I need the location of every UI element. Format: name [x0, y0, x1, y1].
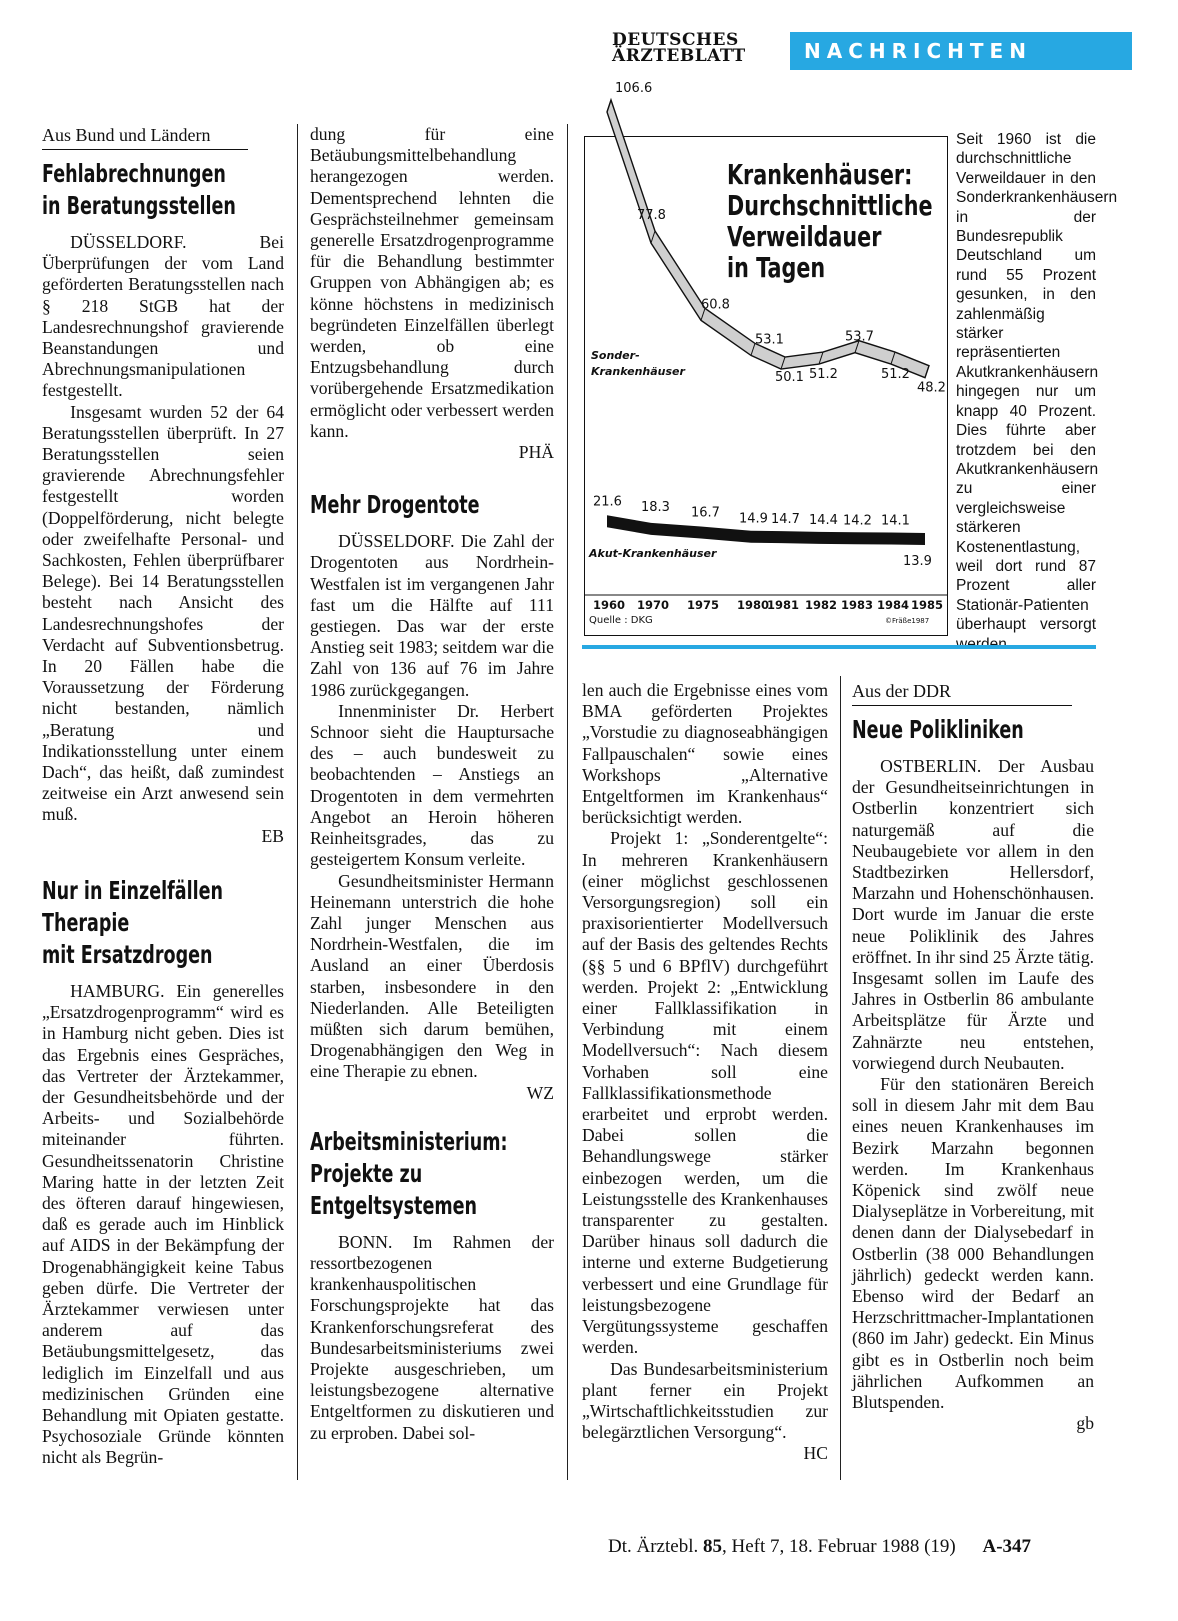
page-number: A-347: [982, 1536, 1032, 1557]
paragraph: Projekt 1: „Sonderentgelte“: In mehreren Krankenhäusern (einer möglichst geschlossenen Versorgungsregion) soll ein praxisorientierter Modellversuch auf der Basis des geltendes Rechts (§§ 5 und 6 BPflV) durchgeführt werden. Projekt 2: „Entwicklung einer Fallklassifikation in Verbindung mit einem Modellversuch“: Nach diesem Vorhaben soll eine Fallklassifikationsmethode erarbeitet und erprobt werden. Dabei sollen die Behandlungswege stärker einbezogen werden, um die Leistungsstelle des Krankenhauses transparenter zu gestalten. Darüber hinaus soll dadurch die interne und externe Budgetierung verbessert und eine Grundlage für leistungsbezogene Vergütungssysteme geschaffen werden.: [582, 828, 828, 1358]
headline-fehlabrechnungen: Fehlabrechnungen in Beratungsstellen: [42, 159, 236, 220]
akut-data-label: 21.6: [593, 494, 622, 510]
column-divider: [297, 124, 298, 1480]
headline-einzelfaellen: Nur in Einzelfällen Therapie mit Ersatzdrogen: [42, 875, 224, 969]
paragraph: Gesundheitsminister Hermann Heinemann unterstrich die hohe Zahl junger Menschen aus Nordrhein-Westfalen, die im Ausland an einer Überdosis starben, insbesondere in den Niederlanden. Alle Beteiligten müßten sich darum bemühen, Drogenabhängigen den Weg in eine Therapie zu ebnen.: [310, 870, 554, 1082]
sonder-data-label: 77.8: [637, 208, 666, 224]
akut-data-label: 14.2: [843, 513, 872, 529]
column-1: [42, 124, 284, 1469]
x-tick-label: 1982: [805, 598, 838, 612]
paragraph: Innenminister Dr. Herbert Schnoor sieht die Hauptursache des – auch bundesweit zu beobachtenden – Anstiegs an Drogentoten in dem vermehrten Angebot an Heroin höheren Reinheitsgrades, das zu gesteigertem Konsum verleite.: [310, 700, 554, 870]
column-3: [582, 680, 828, 1465]
masthead: [612, 32, 1132, 70]
x-tick-label: 1970: [637, 598, 670, 612]
sonder-data-label: 53.7: [845, 329, 874, 345]
paragraph: DÜSSELDORF. Bei Überprüfungen der vom Land geförderten Beratungsstellen nach § 218 StGB hat der Landesrechnungshof gravierende Beanstandungen und Abrechnungsmanipulationen festgestellt.: [42, 232, 284, 401]
author-signature: gb: [1076, 1413, 1094, 1434]
author-signature: PHÄ: [518, 442, 554, 463]
akut-data-label: 18.3: [641, 499, 670, 515]
akut-data-label: 13.9: [903, 554, 932, 569]
sonder-data-label: 51.2: [881, 367, 910, 383]
section-kicker: Aus der DDR: [852, 680, 1072, 706]
chart-caption: Seit 1960 ist die durchschnittliche Verweildauer in den Sonderkrankenhäusern in der Bundesrepublik Deutschland um rund 55 Prozent gesunken, in den zahlenmäßig stärker repräsentierten Akutkrankenhäusern hingegen nur um knapp 40 Prozent. Dies führte aber trotzdem bei den Akutkrankenhäusern zu einer vergleichsweise stärkeren Kostenentlastung, weil dort rund 87 Prozent aller Stationär-Patienten überhaupt versorgt: [956, 131, 1118, 634]
paragraph: Für den stationären Bereich soll in diesem Jahr mit dem Bau eines neuen Krankenhauses im Bezirk Marzahn begonnen werden. Im Krankenhaus Köpenick sind zwölf neue Dialyseplätze in Vorbereitung, mit denen dann der Dialysebedarf in Ostberlin (38 000 Behandlungen jährlich) gedeckt werden kann. Ebenso wird der Bedarf an Herzschrittmacher-Implantationen (860 im Jahr) gedeckt. Ein Minus gibt es in Ostberlin noch beim jährlichen Aufkommen an Blutspenden.: [852, 1074, 1094, 1413]
x-tick-label: 1981: [767, 598, 800, 612]
akut-data-label: 14.4: [809, 512, 838, 528]
paragraph: DÜSSELDORF. Die Zahl der Drogentoten aus Nordrhein-Westfalen ist im vergangenen Jahr fast um die Hälfte auf 111 gestiegen. Das war der erste Anstieg seit 1983; seitdem war die Zahl von 136 auf 76 im Jahre 1986 zurückgegangen.: [310, 531, 554, 700]
journal-logo: DEUTSCHES ÄRZTEBLATT: [612, 30, 746, 66]
paragraph: HAMBURG. Ein generelles „Ersatzdrogenprogramm“ wird es in Hamburg nicht geben. Dies ist das Ergebnis eines Gespräches, das Vertreter der Ärztekammer, der Gesundheitsbehörde und der Arbeits- und Sozialbehörde miteinander führten. Gesundheitssenatorin Christine Maring hatte in der letzten Zeit des öfteren darauf hingewiesen, daß es gerade auch im Hinblick auf AIDS in der Bekämpfung der Drogenabhängigkeit keine Tabus geben dürfe. Die Vertreter der Ärztekammer verwiesen unter anderem auf das Betäubungsmittelgesetz, das lediglich im Einzelfall und aus medizinischen Gründen eine Behandlung mit Opiaten gestatte. Psychosoziale Gründe könnten nicht als Begrün-: [42, 980, 284, 1468]
column-divider: [840, 676, 841, 1480]
x-tick-label: 1983: [841, 598, 874, 612]
column-4: [852, 680, 1094, 1435]
akut-data-label: 14.7: [771, 512, 800, 528]
paragraph: Insgesamt wurden 52 der 64 Beratungsstellen überprüft. In 27 Beratungsstellen seien gravierende Abrechnungsfehler festgestellt worden (Doppelförderung, nicht belegte oder zweifelhafte Personal- und Sachkosten, Fehlen überprüfbarer Belege). Bei 14 Beratungsstellen besteht nach Ansicht des Landesrechnungshofes der Verdacht auf Subventionsbetrug. In 20 Fällen habe die Voraussetzung der Förderung nicht bestanden, nämlich „Beratung und Indikationsstellung unter einem Dach“, das heißt, daß zumindest zeitweise ein Arzt anwesend sein muß.: [42, 401, 284, 825]
x-tick-label: 1975: [687, 598, 720, 612]
blue-divider: [582, 645, 1096, 649]
author-signature: EB: [261, 825, 284, 846]
section-kicker: Aus Bund und Ländern: [42, 124, 248, 150]
sonder-data-label: 53.1: [755, 332, 784, 348]
akut-data-label: 14.9: [739, 511, 768, 527]
sonder-data-label: 48.2: [917, 380, 946, 396]
paragraph: Das Bundesarbeitsministerium plant ferner ein Projekt „Wirtschaftlichkeitsstudien zur belegärztlichen Versorgung“.: [582, 1358, 828, 1443]
chart-title: Krankenhäuser: Durchschnittliche Verweildauer in Tagen: [727, 158, 933, 284]
headline-drogentote: Mehr Drogentote: [310, 490, 480, 520]
chart-source: Quelle : DKG: [589, 615, 653, 626]
akut-data-label: 14.1: [881, 513, 910, 529]
page-footer: Dt. Ärztebl. 85, Heft 7, 18. Februar 1988 (19) A-347: [608, 1536, 1032, 1557]
akut-series-name: Akut-Krankenhäuser: [589, 547, 717, 560]
author-signature: WZ: [526, 1082, 554, 1103]
sonder-series-name: Sonder-: [591, 349, 640, 362]
chart-canvas: [585, 80, 947, 635]
headline-arbeitsministerium: Arbeitsministerium: Projekte zu Entgeltsystemen: [310, 1126, 508, 1220]
sonder-data-label: 51.2: [809, 367, 838, 383]
column-2: [310, 124, 554, 1444]
section-banner: NACHRICHTEN: [790, 32, 1132, 70]
akut-data-label: 16.7: [691, 505, 720, 521]
column-divider: [567, 124, 568, 1480]
author-signature: HC: [803, 1443, 828, 1464]
sonder-series-name: Krankenhäuser: [591, 365, 685, 378]
paragraph: BONN. Im Rahmen der ressortbezogenen krankenhauspolitischen Forschungsprojekte hat das Krankenforschungsreferat des Bundesarbeitsministeriums zwei Projekte ausgeschrieben, um leistungsbezogene alternative Entgeltformen zu diskutieren und zu erproben. Dabei sol-: [310, 1231, 554, 1443]
x-tick-label: 1985: [911, 598, 944, 612]
paragraph: dung für eine Betäubungsmittelbehandlung herangezogen werden. Dementsprechend lehnten die Gesprächsteilnehmer gemeinsam generelle Ersatzdrogenprogramme für die Behandlung bestimmter Gruppen von Abhängigen ab; es könne höchstens in medizinisch begründeten Einzelfällen überlegt werden, ob eine Entzugsbehandlung durch vorübergehende Ersatzmedikation ermöglicht oder verbessert werden kann.: [310, 124, 554, 441]
x-tick-label: 1980: [737, 598, 770, 612]
sonder-data-label: 106.6: [615, 80, 653, 96]
chart-verweildauer: [584, 80, 948, 636]
sonder-data-label: 50.1: [775, 370, 804, 386]
chart-credit: ©Fräße1987: [885, 617, 930, 625]
x-tick-label: 1984: [877, 598, 910, 612]
paragraph: OSTBERLIN. Der Ausbau der Gesundheitseinrichtungen in Ostberlin konzentriert sich naturgemäß auf die Neubaugebiete vor allem in den Stadtbezirken Hellersdorf, Marzahn und Hohenschönhausen. Dort wurde im Januar die erste neue Poliklinik des Jahres eröffnet. In ihr sind 25 Ärzte tätig. Insgesamt sollen im Laufe des Jahres in Ostberlin 86 ambulante Arbeitsplätze für Ärzte und Zahnärzte neu entstehen, vorwiegend durch Neubauten.: [852, 756, 1095, 1073]
paragraph: len auch die Ergebnisse eines vom BMA geförderten Projektes „Vorstudie zu diagnoseabhängigen Fallpauschalen“ sowie eines Workshops „Alternative Entgeltformen im Krankenhaus“ berücksichtigt werden.: [582, 680, 828, 828]
sonder-data-label: 60.8: [701, 297, 730, 313]
headline-polikliniken: Neue Polikliniken: [852, 715, 1024, 744]
x-tick-label: 1960: [593, 598, 626, 612]
